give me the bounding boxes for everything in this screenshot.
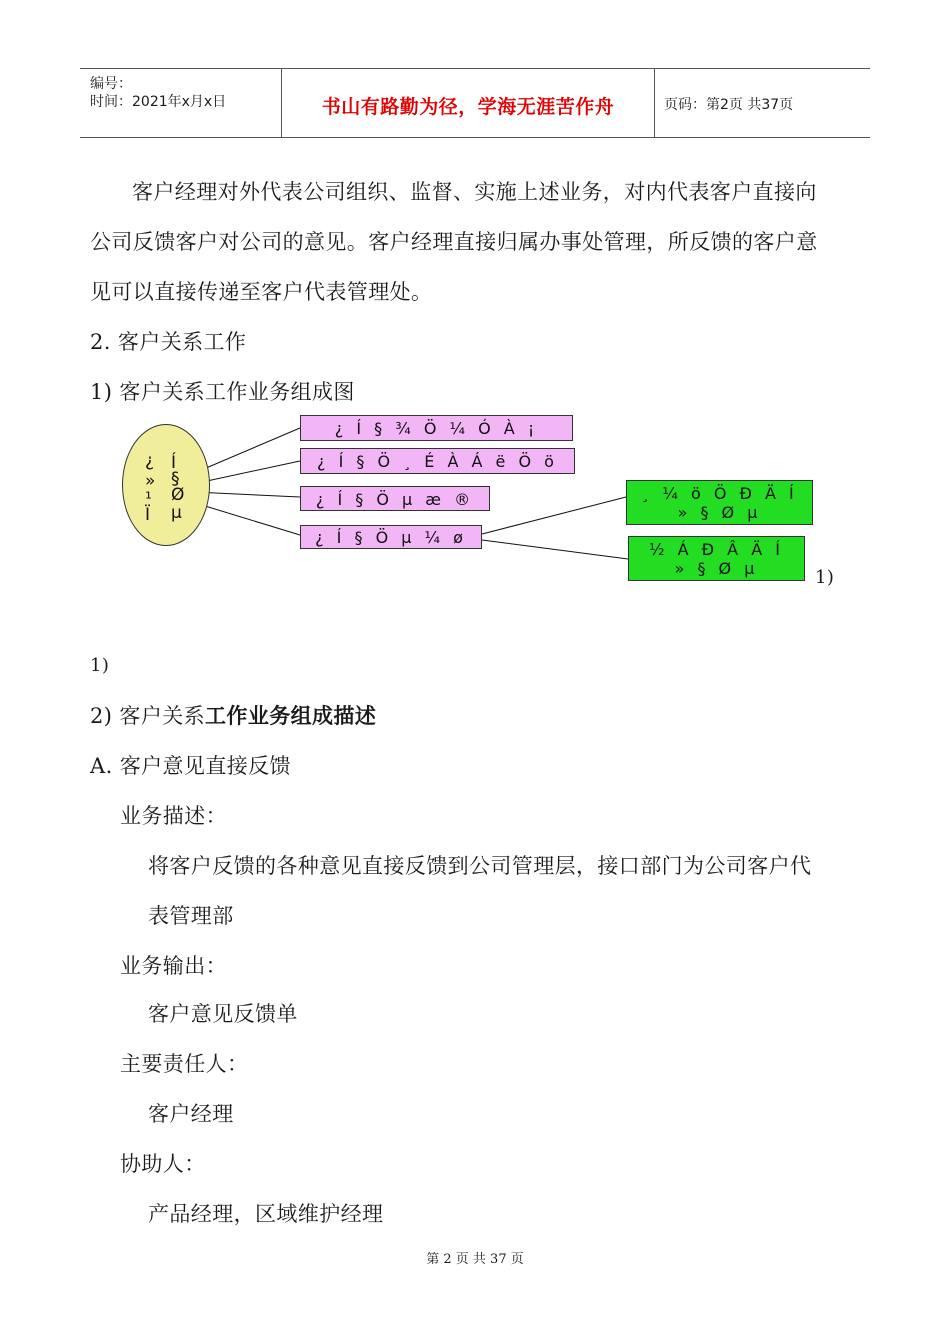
header-right-cell bbox=[654, 69, 870, 137]
subnode-line: ¸ ¼ ö Ö Ð Ä Í bbox=[641, 484, 798, 503]
page-number-label: 页码：第2页 共37页 bbox=[664, 97, 794, 113]
diagram-subnode-1 bbox=[626, 480, 813, 525]
root-glyph: µ bbox=[171, 503, 182, 523]
field-value: 客户经理 bbox=[148, 1102, 234, 1126]
field-label: 协助人： bbox=[120, 1152, 206, 1176]
root-glyph: Ï bbox=[145, 505, 151, 525]
root-glyph: § bbox=[171, 469, 180, 489]
number-label: 编号： bbox=[90, 76, 132, 92]
root-glyph: Í bbox=[171, 453, 177, 473]
paragraph-line: 客户经理对外代表公司组织、监督、实施上述业务，对内代表客户直接向 bbox=[132, 180, 817, 204]
page-footer: 第 2 页 共 37 页 bbox=[426, 1252, 524, 1267]
root-glyph: ¹ bbox=[145, 489, 152, 509]
connector-line bbox=[482, 540, 628, 559]
subsection-heading: 1) 客户关系工作业务组成图 bbox=[90, 380, 355, 404]
header-middle-cell bbox=[281, 69, 655, 137]
section-heading: 2. 客户关系工作 bbox=[90, 330, 247, 354]
header-left-cell bbox=[80, 69, 281, 137]
paragraph-line: 公司反馈客户对公司的意见。客户经理直接归属办事处管理，所反馈的客户意 bbox=[90, 230, 818, 254]
diagram-root-node bbox=[122, 424, 210, 546]
field-value: 将客户反馈的各种意见直接反馈到公司管理层，接口部门为公司客户代 bbox=[148, 854, 812, 878]
document-header bbox=[80, 68, 870, 138]
heading-bold: 工作业务组成描述 bbox=[205, 703, 377, 728]
field-value: 客户意见反馈单 bbox=[148, 1002, 298, 1026]
diagram-node-4: ¿ Í § Ö µ ¼ ø bbox=[300, 525, 482, 549]
subnode-line: » § Ø µ bbox=[674, 559, 759, 578]
root-glyph: » bbox=[145, 471, 156, 491]
root-glyph: ¿ bbox=[145, 451, 155, 471]
connector-line bbox=[194, 492, 300, 497]
diagram-node-1: ¿ Í § ¾ Ö ¼ Ó À ¡ bbox=[300, 415, 573, 441]
subnode-line: ½ Á Ð Â Ä Í bbox=[649, 540, 784, 559]
field-label: 业务输出： bbox=[120, 954, 227, 978]
item-heading: A. 客户意见直接反馈 bbox=[90, 754, 291, 778]
subsection-heading bbox=[90, 704, 376, 728]
field-label: 主要责任人： bbox=[120, 1052, 249, 1076]
diagram-node-2: ¿ Í § Ö ¸ É À Á ë Ö ö bbox=[300, 448, 575, 474]
field-value: 表管理部 bbox=[148, 904, 234, 928]
stray-label: 1) bbox=[90, 655, 110, 676]
diagram-node-3: ¿ Í § Ö µ æ ® bbox=[300, 486, 490, 511]
time-label: 时间：2021年x月x日 bbox=[90, 94, 227, 110]
heading-prefix: 2) 客户关系 bbox=[90, 704, 206, 728]
root-glyph: Ø bbox=[171, 485, 185, 505]
subnode-line: » § Ø µ bbox=[677, 503, 762, 522]
header-motto: 书山有路勤为径，学海无涯苦作舟 bbox=[321, 96, 615, 118]
field-value: 产品经理，区域维护经理 bbox=[148, 1202, 384, 1226]
diagram-subnode-2 bbox=[628, 536, 805, 581]
connector-line bbox=[482, 497, 626, 534]
connector-line bbox=[192, 502, 300, 535]
stray-label: 1) bbox=[815, 567, 835, 588]
field-label: 业务描述： bbox=[120, 804, 227, 828]
paragraph-line: 见可以直接传递至客户代表管理处。 bbox=[90, 280, 433, 304]
